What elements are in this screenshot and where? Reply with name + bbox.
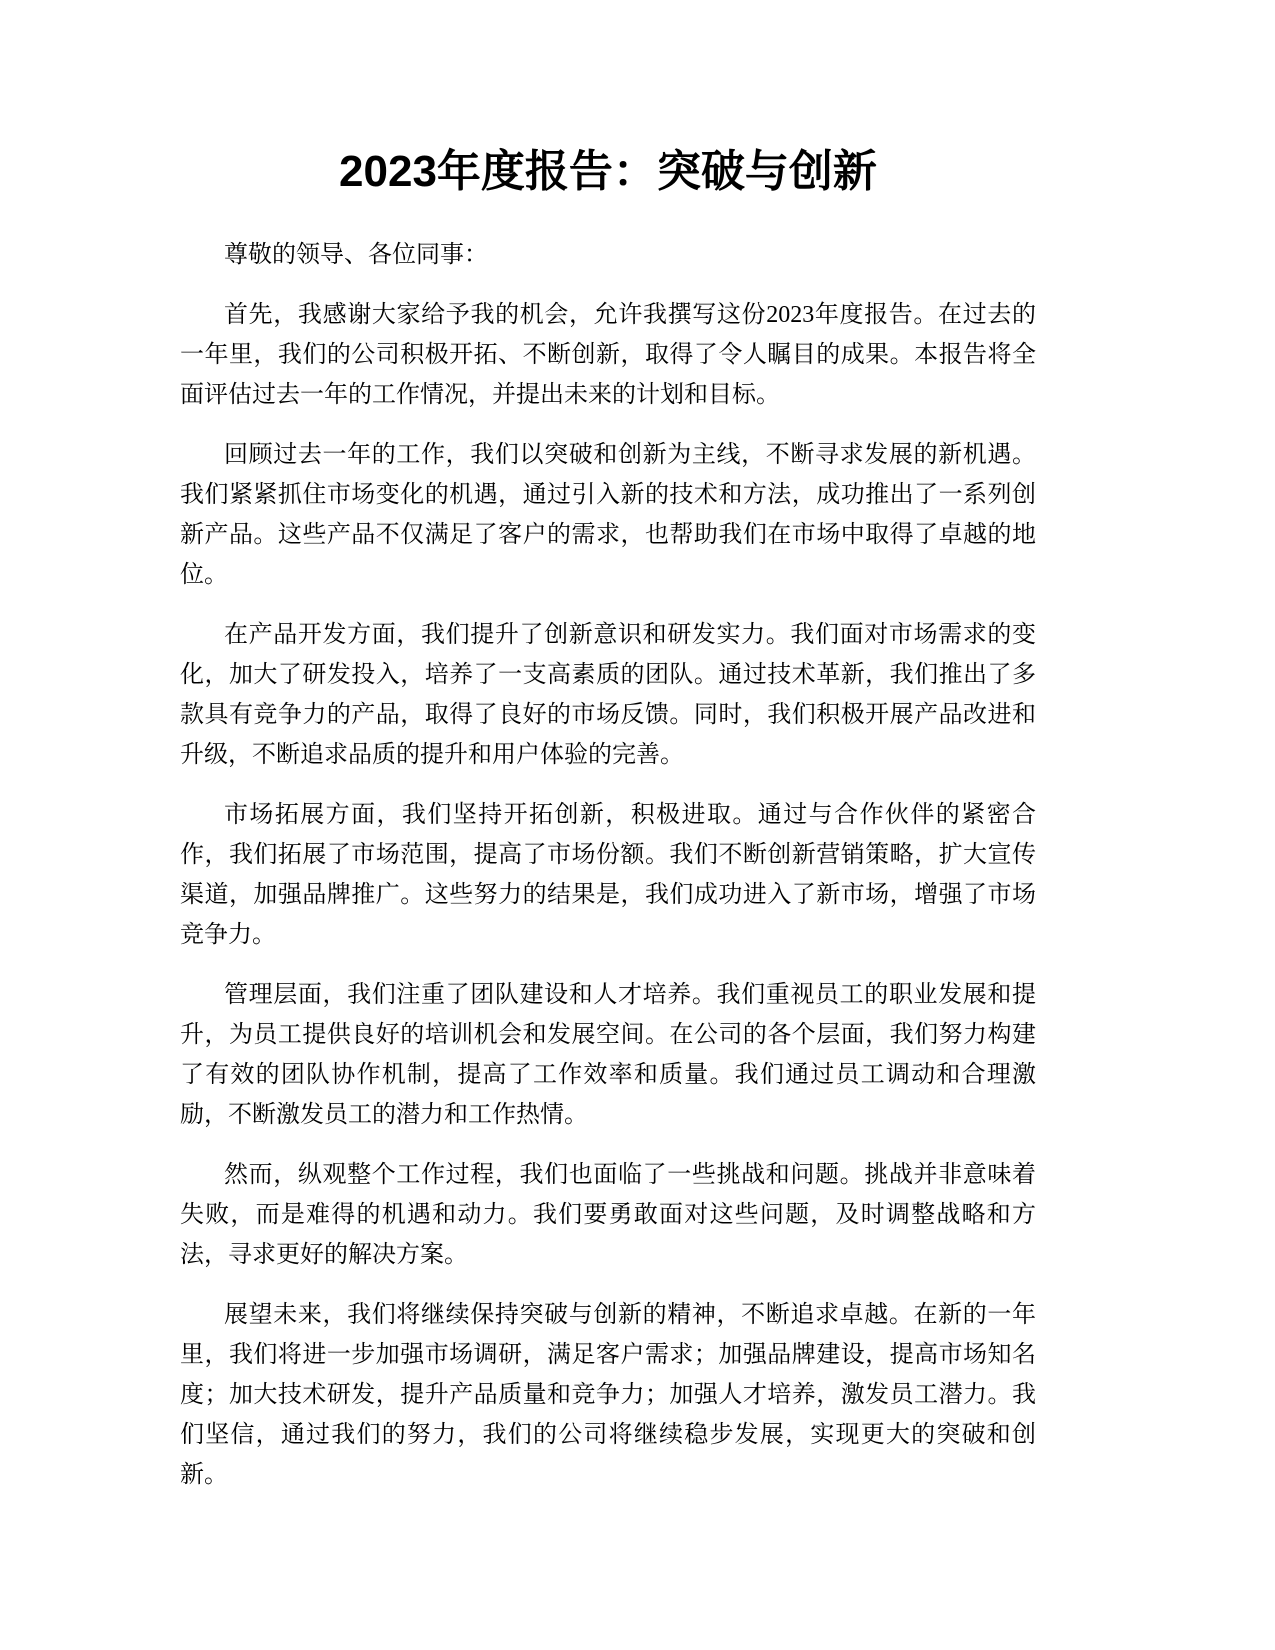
paragraph-challenges: 然而，纵观整个工作过程，我们也面临了一些挑战和问题。挑战并非意味着失败，而是难得的机遇和动力。我们要勇敢面对这些问题，及时调整战略和方法，寻求更好的解决方案。 — [180, 1162, 1036, 1268]
paragraph-product-development: 在产品开发方面，我们提升了创新意识和研发实力。我们面对市场需求的变化，加大了研发投入，培养了一支高素质的团队。通过技术革新，我们推出了多款具有竞争力的产品，取得了良好的市场反馈。同时，我们积极开展产品改进和升级，不断追求品质的提升和用户体验的完善。 — [180, 622, 1036, 768]
paragraph-review: 回顾过去一年的工作，我们以突破和创新为主线，不断寻求发展的新机遇。我们紧紧抓住市场变化的机遇，通过引入新的技术和方法，成功推出了一系列创新产品。这些产品不仅满足了客户的需求，也帮助我们在市场中取得了卓越的地位。 — [180, 442, 1036, 588]
paragraph-introduction: 首先，我感谢大家给予我的机会，允许我撰写这份2023年度报告。在过去的一年里，我们的公司积极开拓、不断创新，取得了令人瞩目的成果。本报告将全面评估过去一年的工作情况，并提出未来的计划和目标。 — [180, 302, 1036, 408]
document-page — [180, 0, 1036, 1650]
paragraph-market-expansion: 市场拓展方面，我们坚持开拓创新，积极进取。通过与合作伙伴的紧密合作，我们拓展了市场范围，提高了市场份额。我们不断创新营销策略，扩大宣传渠道，加强品牌推广。这些努力的结果是，我们成功进入了新市场，增强了市场竞争力。 — [180, 802, 1036, 948]
paragraph-outlook: 展望未来，我们将继续保持突破与创新的精神，不断追求卓越。在新的一年里，我们将进一步加强市场调研，满足客户需求；加强品牌建设，提高市场知名度；加大技术研发，提升产品质量和竞争力；加强人才培养，激发员工潜力。我们坚信，通过我们的努力，我们的公司将继续稳步发展，实现更大的突破和创新。 — [180, 1302, 1036, 1488]
document-title: 2023年度报告：突破与创新 — [339, 147, 877, 196]
paragraph-management: 管理层面，我们注重了团队建设和人才培养。我们重视员工的职业发展和提升，为员工提供良好的培训机会和发展空间。在公司的各个层面，我们努力构建了有效的团队协作机制，提高了工作效率和质量。我们通过员工调动和合理激励，不断激发员工的潜力和工作热情。 — [180, 982, 1036, 1128]
document-body — [180, 235, 1036, 1515]
salutation: 尊敬的领导、各位同事： — [224, 242, 488, 268]
